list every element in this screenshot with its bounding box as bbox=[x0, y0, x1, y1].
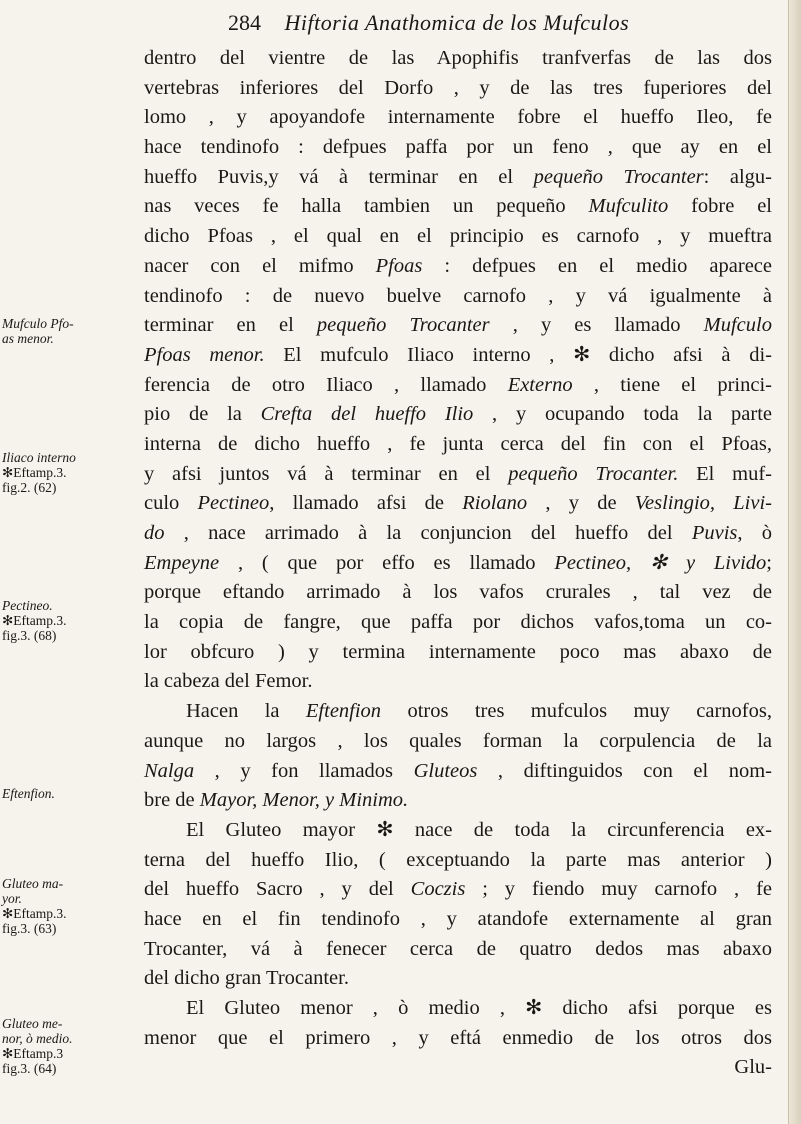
italic-term: Empeyne bbox=[144, 551, 220, 574]
margin-note bbox=[2, 1016, 120, 1076]
text-line bbox=[144, 222, 772, 252]
text-run: dentro del vientre de las Apophifis tranfverfas de las dos bbox=[144, 47, 772, 69]
margin-note bbox=[2, 316, 120, 346]
text-run: y afsi juntos vá à terminar en el bbox=[144, 462, 509, 485]
text-run: , nace arrimado à la conjuncion del hueffo del bbox=[164, 522, 692, 544]
text-run: tendinofo : de nuevo buelve carnofo , y vá igualmente à bbox=[144, 284, 772, 307]
text-run: culo bbox=[144, 492, 198, 515]
text-run: El Gluteo menor , ò medio , ✻ dicho afsi porque es bbox=[186, 997, 772, 1019]
text-line bbox=[144, 578, 772, 608]
text-run: dicho Pfoas , el qual en el principio es carnofo , y mueftra bbox=[144, 225, 772, 248]
text-run: la copia de fangre, que paffa por dichos vafos,toma un co- bbox=[144, 611, 772, 634]
text-line bbox=[144, 44, 772, 74]
text-line bbox=[144, 489, 772, 519]
margin-note-line: Eftenfion. bbox=[2, 786, 55, 801]
text-run: , ( que por effo es llamado bbox=[219, 551, 555, 574]
text-run: del hueffo Sacro , y del bbox=[144, 878, 411, 901]
text-line bbox=[144, 519, 772, 549]
text-line bbox=[144, 757, 772, 787]
margin-note-line: yor. bbox=[2, 891, 22, 906]
text-line bbox=[144, 964, 772, 994]
text-run: fobre el bbox=[668, 195, 772, 218]
italic-term: Coczis bbox=[410, 878, 466, 901]
italic-term: Veslingio, Livi- bbox=[634, 492, 772, 515]
text-run: Hacen la bbox=[186, 700, 306, 723]
running-header bbox=[228, 10, 768, 36]
text-run: , y ocupando toda la parte bbox=[473, 403, 772, 426]
text-line bbox=[144, 816, 772, 846]
text-line bbox=[144, 252, 772, 282]
text-run: terna del hueffo Ilio, ( exceptuando la parte mas anterior ) bbox=[144, 848, 772, 871]
text-line bbox=[144, 1024, 772, 1054]
italic-term: Pfoas bbox=[375, 254, 423, 277]
italic-term: pequeño Trocanter bbox=[533, 165, 704, 188]
text-line bbox=[144, 460, 772, 490]
italic-term: Mufculito bbox=[588, 195, 669, 218]
text-line bbox=[144, 430, 772, 460]
body-text bbox=[144, 44, 772, 1083]
italic-term: Pectineo bbox=[197, 492, 270, 515]
text-line bbox=[144, 133, 772, 163]
italic-term: Pfoas menor. bbox=[144, 343, 265, 366]
text-run: hace tendinofo : defpues paffa por un feno , que ay en el bbox=[144, 136, 772, 159]
text-line bbox=[144, 727, 772, 757]
margin-note-line: fig.3. (64) bbox=[2, 1061, 57, 1076]
margin-note bbox=[2, 786, 120, 801]
text-run: , llamado afsi de bbox=[269, 492, 463, 515]
text-run: menor que el primero , y eftá enmedio de los otros dos bbox=[144, 1026, 772, 1049]
margin-note-line: ✻Eftamp.3 bbox=[2, 1046, 64, 1061]
text-run: la cabeza del Femor. bbox=[144, 670, 313, 693]
italic-term: Puvis bbox=[691, 522, 738, 544]
text-line bbox=[144, 905, 772, 935]
text-line bbox=[144, 103, 772, 133]
text-run: : algu- bbox=[703, 165, 772, 188]
margin-note-line: nor, ò medio. bbox=[2, 1031, 73, 1046]
text-run: , y es llamado bbox=[489, 314, 704, 337]
text-run: bre de bbox=[144, 789, 200, 812]
text-line bbox=[144, 311, 772, 341]
text-run: : defpues en el medio aparece bbox=[422, 254, 773, 277]
margin-note-line: fig.3. (63) bbox=[2, 921, 57, 936]
margin-note-line: ✻Eftamp.3. bbox=[2, 906, 67, 921]
page-edge bbox=[788, 0, 801, 1124]
margin-note-line: fig.2. (62) bbox=[2, 480, 57, 495]
text-line bbox=[144, 846, 772, 876]
text-line bbox=[144, 549, 772, 579]
text-run: aunque no largos , los quales forman la corpulencia de la bbox=[144, 729, 772, 752]
margin-note-line: Gluteo me- bbox=[2, 1016, 63, 1031]
italic-term: Gluteos bbox=[413, 759, 478, 782]
margin-note-line: fig.3. (68) bbox=[2, 628, 57, 643]
text-run: El mufculo Iliaco interno , ✻ dicho afsi à di- bbox=[264, 343, 772, 366]
text-run: lor obfcuro ) y termina internamente poco mas abaxo de bbox=[144, 640, 772, 663]
text-run: ferencia de otro Iliaco , llamado bbox=[144, 373, 508, 396]
text-run: , ò bbox=[737, 522, 772, 544]
text-run: , y de bbox=[527, 492, 635, 515]
text-run: El muf- bbox=[678, 462, 772, 485]
italic-term: Riolano bbox=[462, 492, 528, 515]
page-number: 284 bbox=[228, 10, 261, 35]
margin-note bbox=[2, 598, 120, 643]
text-line bbox=[144, 786, 772, 816]
italic-term: Pectineo, ✻ y Livido bbox=[554, 551, 767, 574]
text-run: terminar en el bbox=[144, 314, 317, 337]
italic-term: do bbox=[144, 522, 165, 544]
text-line bbox=[144, 371, 772, 401]
margin-note-line: Mufculo Pfo- bbox=[2, 316, 74, 331]
margin-note-line: ✻Eftamp.3. bbox=[2, 613, 67, 628]
running-title: Hiftoria Anathomica de los Mufculos bbox=[284, 10, 630, 35]
text-line bbox=[144, 638, 772, 668]
text-run: pio de la bbox=[144, 403, 261, 426]
text-run: Trocanter, vá à fenecer cerca de quatro dedos mas abaxo bbox=[144, 937, 772, 960]
italic-term: Eftenfion bbox=[305, 700, 382, 723]
text-line bbox=[144, 400, 772, 430]
text-run: vertebras inferiores del Dorfo , y de las tres fuperiores del bbox=[144, 76, 772, 99]
text-run: interna de dicho hueffo , fe junta cerca del fin con el Pfoas, bbox=[144, 432, 772, 455]
text-line bbox=[144, 282, 772, 312]
text-line bbox=[144, 341, 772, 371]
text-line bbox=[144, 163, 772, 193]
text-run: hueffo Puvis,y vá à terminar en el bbox=[144, 165, 534, 188]
text-line bbox=[144, 935, 772, 965]
text-line bbox=[144, 608, 772, 638]
text-run: porque eftando arrimado à los vafos crurales , tal vez de bbox=[144, 581, 772, 604]
margin-note-line: Pectineo. bbox=[2, 598, 53, 613]
margin-note-line: ✻Eftamp.3. bbox=[2, 465, 67, 480]
text-line bbox=[144, 74, 772, 104]
text-run: nacer con el mifmo bbox=[144, 254, 376, 277]
text-run: nas veces fe halla tambien un pequeño bbox=[144, 195, 589, 218]
text-run: ; y fiendo muy carnofo , fe bbox=[465, 878, 772, 901]
margin-note bbox=[2, 450, 120, 495]
text-run: El Gluteo mayor ✻ nace de toda la circunferencia ex- bbox=[186, 818, 772, 841]
italic-term: Mayor, Menor, y Minimo. bbox=[199, 789, 409, 812]
text-run: del dicho gran Trocanter. bbox=[144, 967, 349, 990]
text-run: , diftinguidos con el nom- bbox=[477, 759, 772, 782]
catchword: Glu- bbox=[734, 1056, 772, 1079]
text-run: lomo , y apoyandofe internamente fobre el hueffo Ileo, fe bbox=[144, 106, 772, 129]
margin-note-line: as menor. bbox=[2, 331, 54, 346]
text-line bbox=[144, 192, 772, 222]
text-line bbox=[144, 697, 772, 727]
text-run: hace en el fin tendinofo , y atandofe externamente al gran bbox=[144, 907, 772, 930]
margin-note bbox=[2, 876, 120, 936]
italic-term: Nalga bbox=[144, 759, 195, 782]
margin-note-line: Gluteo ma- bbox=[2, 876, 64, 891]
text-run: , y fon llamados bbox=[194, 759, 414, 782]
italic-term: pequeño Trocanter bbox=[316, 314, 490, 337]
margin-note-line: Iliaco interno bbox=[2, 450, 76, 465]
text-line bbox=[144, 994, 772, 1024]
italic-term: Mufculo bbox=[703, 314, 772, 337]
italic-term: pequeño Trocanter. bbox=[508, 462, 679, 485]
italic-term: Externo bbox=[507, 373, 573, 396]
text-run: , tiene el princi- bbox=[572, 373, 772, 396]
text-run: ; bbox=[766, 551, 772, 574]
text-line bbox=[144, 875, 772, 905]
italic-term: Crefta del hueffo Ilio bbox=[260, 403, 474, 426]
text-line bbox=[144, 667, 772, 697]
text-run: otros tres mufculos muy carnofos, bbox=[381, 700, 772, 723]
